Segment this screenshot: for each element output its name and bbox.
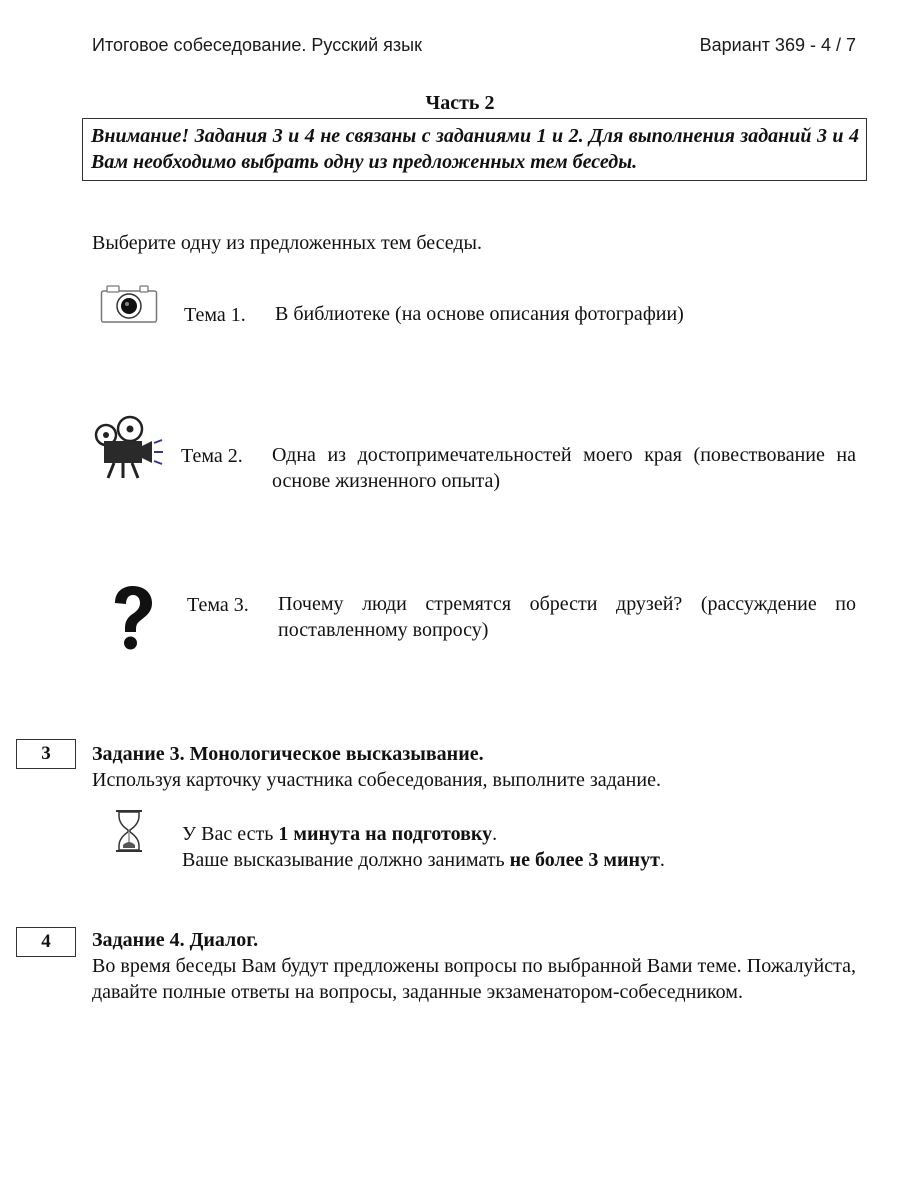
film-projector-icon (92, 415, 164, 484)
part-title: Часть 2 (425, 92, 495, 114)
prep-time-line: У Вас есть 1 минута на подготовку. (182, 823, 498, 845)
task-3-timer (182, 821, 665, 873)
header-variant: Вариант 369 - 4 / 7 (699, 35, 856, 55)
topic-2-text: Одна из достопримечательностей моего края (повествование на основе жизненного опыта) (272, 444, 856, 492)
task-3-block (92, 741, 856, 793)
task-4-body: Во время беседы Вам будут предложены вопросы по выбранной Вами теме. Пожалуйста, давайте полные ответы на вопросы, заданные экзаменатором-собеседником. (92, 955, 856, 1003)
task-3-number: 3 (16, 739, 76, 769)
intro-text: Выберите одну из предложенных тем беседы. (92, 232, 482, 254)
task-3-title: Задание 3. Монологическое высказывание. (92, 743, 484, 765)
topic-1-label: Тема 1. (184, 304, 246, 326)
task-4-title: Задание 4. Диалог. (92, 929, 259, 951)
notice-box: Внимание! Задания 3 и 4 не связаны с заданиями 1 и 2. Для выполнения заданий 3 и 4 Вам необходимо выбрать одну из предложенных тем беседы. (82, 118, 867, 181)
camera-icon (100, 282, 158, 329)
task-3-body: Используя карточку участника собеседования, выполните задание. (92, 769, 661, 791)
task-4-block (92, 927, 856, 1005)
task-4-number: 4 (16, 927, 76, 957)
hourglass-icon (114, 809, 144, 858)
header-title: Итоговое собеседование. Русский язык (92, 35, 422, 55)
topic-1-text: В библиотеке (на основе описания фотографии) (275, 303, 684, 325)
topic-3-label: Тема 3. (187, 594, 249, 616)
question-mark-icon (108, 585, 156, 656)
answer-time-line: Ваше высказывание должно занимать не более 3 минут. (182, 849, 665, 871)
topic-2-label: Тема 2. (181, 445, 243, 467)
topic-3-text: Почему люди стремятся обрести друзей? (рассуждение по поставленному вопросу) (278, 593, 856, 641)
